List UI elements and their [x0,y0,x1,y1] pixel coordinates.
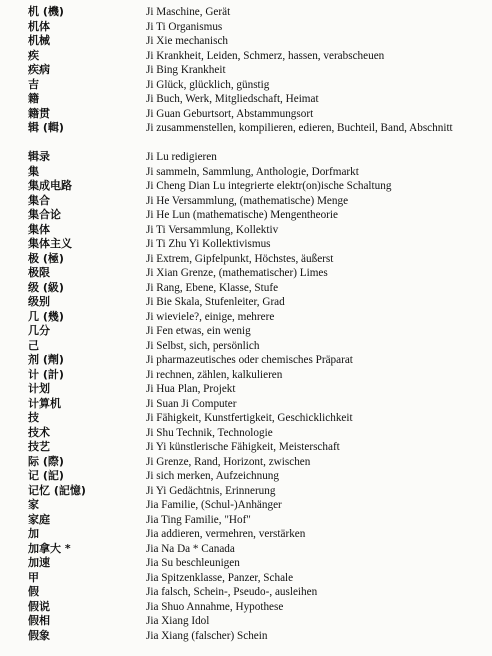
dictionary-entry [0,484,492,498]
dictionary-entry [0,353,492,367]
entry-hanzi: 辑 (輯) [28,121,64,134]
entry-gloss: Jia Xiang (falscher) Schein [146,629,268,642]
entry-gloss: Ji Suan Ji Computer [146,397,237,410]
entry-hanzi: 假象 [28,628,50,642]
entry-gloss: Ji Ti Organismus [146,20,223,33]
entry-gloss: Ji He Versammlung, (mathematische) Menge [146,194,349,207]
dictionary-entry [0,49,492,63]
entry-hanzi: 集体主义 [28,237,72,250]
entry-hanzi: 疾病 [28,63,50,76]
dictionary-entry [0,498,492,512]
entry-hanzi: 家 [28,498,39,511]
entry-hanzi: 机械 [28,34,50,47]
dictionary-entry [0,382,492,396]
entry-gloss: Ji Ti Zhu Yi Kollektivismus [146,238,271,250]
dictionary-entry [0,208,492,222]
dictionary-entry [0,542,492,556]
entry-hanzi: 吉 [28,77,39,91]
entry-gloss: Ji Rang, Ebene, Klasse, Stufe [146,281,279,294]
dictionary-entry [0,5,492,19]
entry-gloss: Jia Ting Familie, "Hof" [146,513,251,526]
dictionary-entry [0,455,492,469]
dictionary-entry [0,469,492,483]
entry-gloss: Ji Bing Krankheit [146,64,226,76]
entry-hanzi: 记忆 (記憶) [28,483,86,497]
entry-gloss: Ji Grenze, Rand, Horizont, zwischen [146,455,311,468]
entry-gloss: Jia Su beschleunigen [146,557,240,569]
entry-gloss: Ji rechnen, zählen, kalkulieren [146,368,283,381]
entry-gloss: Ji Fen etwas, ein wenig [146,325,251,337]
entry-hanzi: 记 (記) [28,469,64,482]
entry-gloss: Ji Maschine, Gerät [146,6,231,18]
entry-hanzi: 技艺 [28,440,50,453]
entry-hanzi: 极 (極) [28,251,64,265]
entry-hanzi: 加拿大 * [28,541,71,555]
entry-gloss: Jia Xiang Idol [146,615,210,627]
entry-gloss: Ji Xie mechanisch [146,35,229,47]
entry-hanzi: 机体 [28,19,50,33]
entry-gloss: Ji Glück, glücklich, günstig [146,78,270,91]
dictionary-entry [0,571,492,585]
dictionary-entry [0,237,492,251]
dictionary-entry [0,629,492,643]
entry-gloss: Ji Shu Technik, Technologie [146,426,273,439]
dictionary-entry [0,179,492,193]
entry-gloss: Ji Buch, Werk, Mitgliedschaft, Heimat [146,93,319,105]
entry-hanzi: 集 [28,164,39,178]
dictionary-entry [0,150,492,164]
entry-gloss: Ji Yi künstlerische Fähigkeit, Meisterschaft [146,441,340,453]
entry-gloss: Ji Xian Grenze, (mathematischer) Limes [146,267,328,279]
entry-gloss: Ji wieviele?, einige, mehrere [146,310,275,323]
entry-hanzi: 几 (幾) [28,309,64,323]
entry-gloss: Ji Hua Plan, Projekt [146,383,236,395]
dictionary-entry [0,426,492,440]
entry-hanzi: 集体 [28,222,50,236]
dictionary-entry [0,165,492,179]
entry-gloss: Ji He Lun (mathematische) Mengentheorie [146,209,338,221]
entry-hanzi: 家庭 [28,512,50,526]
entry-gloss: Ji Krankheit, Leiden, Schmerz, hassen, verabscheuen [146,49,385,62]
dictionary-entry [0,600,492,614]
entry-gloss: Ji sammeln, Sammlung, Anthologie, Dorfmarkt [146,165,359,178]
dictionary-entry [0,78,492,92]
entry-gloss: Jia addieren, vermehren, verstärken [146,528,306,540]
entry-hanzi: 加 [28,527,39,540]
entry-gloss: Ji Fähigkeit, Kunstfertigkeit, Geschicklichkeit [146,412,353,424]
dictionary-entry [0,556,492,570]
entry-hanzi: 籍 [28,92,39,105]
dictionary-entry [0,368,492,382]
entry-gloss: Jia Familie, (Schul-)Anhänger [146,499,282,511]
dictionary-entry [0,339,492,353]
entry-hanzi: 级 (級) [28,280,64,294]
entry-gloss: Jia Shuo Annahme, Hypothese [146,600,284,613]
entry-gloss: Ji Guan Geburtsort, Abstammungsort [146,107,314,120]
entry-hanzi: 级别 [28,295,50,308]
entry-hanzi: 几分 [28,324,50,337]
dictionary-entry [0,194,492,208]
entry-hanzi: 计划 [28,382,50,395]
dictionary-entry [0,310,492,324]
entry-gloss: Ji Lu redigieren [146,151,217,163]
entry-gloss: Jia Spitzenklasse, Panzer, Schale [146,571,294,584]
dictionary-entry [0,295,492,309]
entry-hanzi: 加速 [28,556,50,569]
dictionary-entry [0,411,492,425]
entry-gloss: Ji pharmazeutisches oder chemisches Präparat [146,354,353,366]
dictionary-entry [0,92,492,106]
entry-hanzi: 际 (際) [28,454,64,468]
entry-hanzi: 计 (計) [28,367,64,381]
entry-hanzi: 极限 [28,266,50,279]
entry-hanzi: 籍贯 [28,106,50,120]
entry-hanzi: 技 [28,411,39,424]
entry-hanzi: 计算机 [28,396,61,410]
entry-hanzi: 剂 (劑) [28,353,64,366]
dictionary-entry [0,223,492,237]
entry-hanzi: 集合 [28,193,50,207]
dictionary-entry [0,440,492,454]
entry-gloss: Ji Bie Skala, Stufenleiter, Grad [146,296,285,308]
entry-gloss: Ji sich merken, Aufzeichnung [146,470,279,482]
dictionary-entry [0,585,492,599]
entry-hanzi: 集成电路 [28,179,72,192]
entry-hanzi: 集合论 [28,208,61,221]
dictionary-entry [0,107,492,121]
dictionary-entry [0,266,492,280]
entry-hanzi: 机 (機) [28,5,64,18]
entry-gloss: Ji zusammenstellen, kompilieren, edieren, Buchteil, Band, Abschnitt [146,122,453,134]
entry-hanzi: 甲 [28,570,39,584]
entry-gloss: Ji Ti Versammlung, Kollektiv [146,223,279,236]
dictionary-entry [0,63,492,77]
entry-gloss: Ji Selbst, sich, persönlich [146,339,260,352]
dictionary-entry [0,34,492,48]
entry-hanzi: 技术 [28,425,50,439]
dictionary-entry [0,20,492,34]
entry-gloss: Ji Extrem, Gipfelpunkt, Höchstes, äußerst [146,252,334,265]
dictionary-entry [0,281,492,295]
entry-hanzi: 辑录 [28,150,50,163]
entry-hanzi: 己 [28,338,39,352]
entry-gloss: Jia falsch, Schein-, Pseudo-, ausleihen [146,586,318,598]
entry-hanzi: 假 [28,585,39,598]
dictionary-entry [0,397,492,411]
entry-gloss: Ji Cheng Dian Lu integrierte elektr(on)ische Schaltung [146,180,392,192]
entry-hanzi: 疾 [28,48,39,62]
dictionary-entry [0,527,492,541]
dictionary-entry [0,513,492,527]
entry-gloss: Jia Na Da * Canada [146,542,235,555]
dictionary-entry [0,324,492,338]
entry-gloss: Ji Yi Gedächtnis, Erinnerung [146,484,276,497]
dictionary-entry [0,121,492,149]
dictionary-entry [0,252,492,266]
entry-hanzi: 假说 [28,599,50,613]
dictionary-entry [0,614,492,628]
entry-hanzi: 假相 [28,614,50,627]
